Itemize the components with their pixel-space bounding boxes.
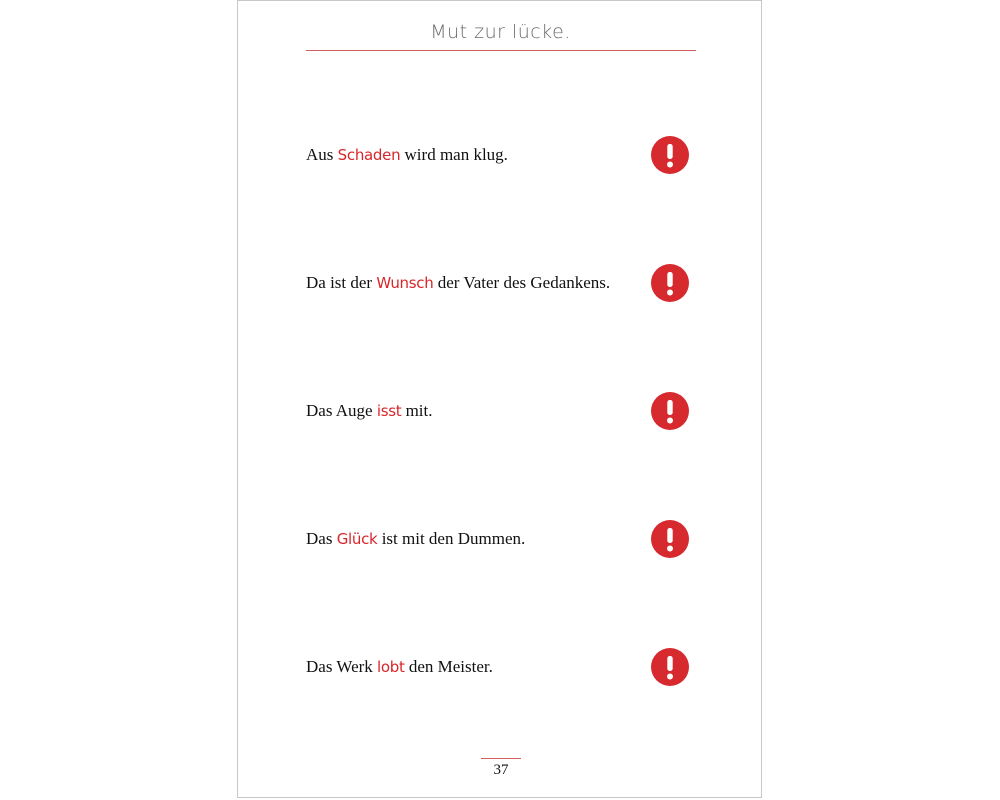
proverb-row <box>306 519 696 559</box>
proverb-text-after: wird man klug. <box>400 145 508 164</box>
footer-divider <box>481 758 521 759</box>
proverb-sentence <box>306 529 525 549</box>
exclamation-icon[interactable] <box>651 520 689 558</box>
page-number: 37 <box>493 762 509 778</box>
proverb-text-after: ist mit den Dummen. <box>377 529 526 548</box>
proverb-row <box>306 647 696 687</box>
exclamation-icon[interactable] <box>651 392 689 430</box>
proverb-keyword: lobt <box>377 658 405 676</box>
proverb-text-before: Da ist der <box>306 273 377 292</box>
proverb-text-before: Das <box>306 529 337 548</box>
proverb-keyword: Wunsch <box>376 274 434 292</box>
proverb-sentence <box>306 273 610 293</box>
proverb-text-before: Das Werk <box>306 657 378 676</box>
proverb-row <box>306 391 696 431</box>
proverb-keyword: Glück <box>336 530 378 548</box>
proverb-text-after: den Meister. <box>404 657 493 676</box>
proverb-sentence <box>306 401 432 421</box>
proverb-row <box>306 135 696 175</box>
proverb-sentence <box>306 657 493 677</box>
proverb-sentence <box>306 145 508 165</box>
proverb-row <box>306 263 696 303</box>
exclamation-icon[interactable] <box>651 264 689 302</box>
exclamation-icon[interactable] <box>651 136 689 174</box>
proverb-text-before: Das Auge <box>306 401 377 420</box>
running-head-title: Mut zur lücke. <box>430 21 571 43</box>
proverb-text-after: mit. <box>401 401 433 420</box>
proverb-text-after: der Vater des Gedankens. <box>433 273 611 292</box>
proverb-keyword: isst <box>376 402 402 420</box>
exclamation-icon[interactable] <box>651 648 689 686</box>
proverb-keyword: Schaden <box>337 146 401 164</box>
proverb-text-before: Aus <box>306 145 338 164</box>
header-divider <box>306 50 696 51</box>
book-page <box>237 0 762 798</box>
